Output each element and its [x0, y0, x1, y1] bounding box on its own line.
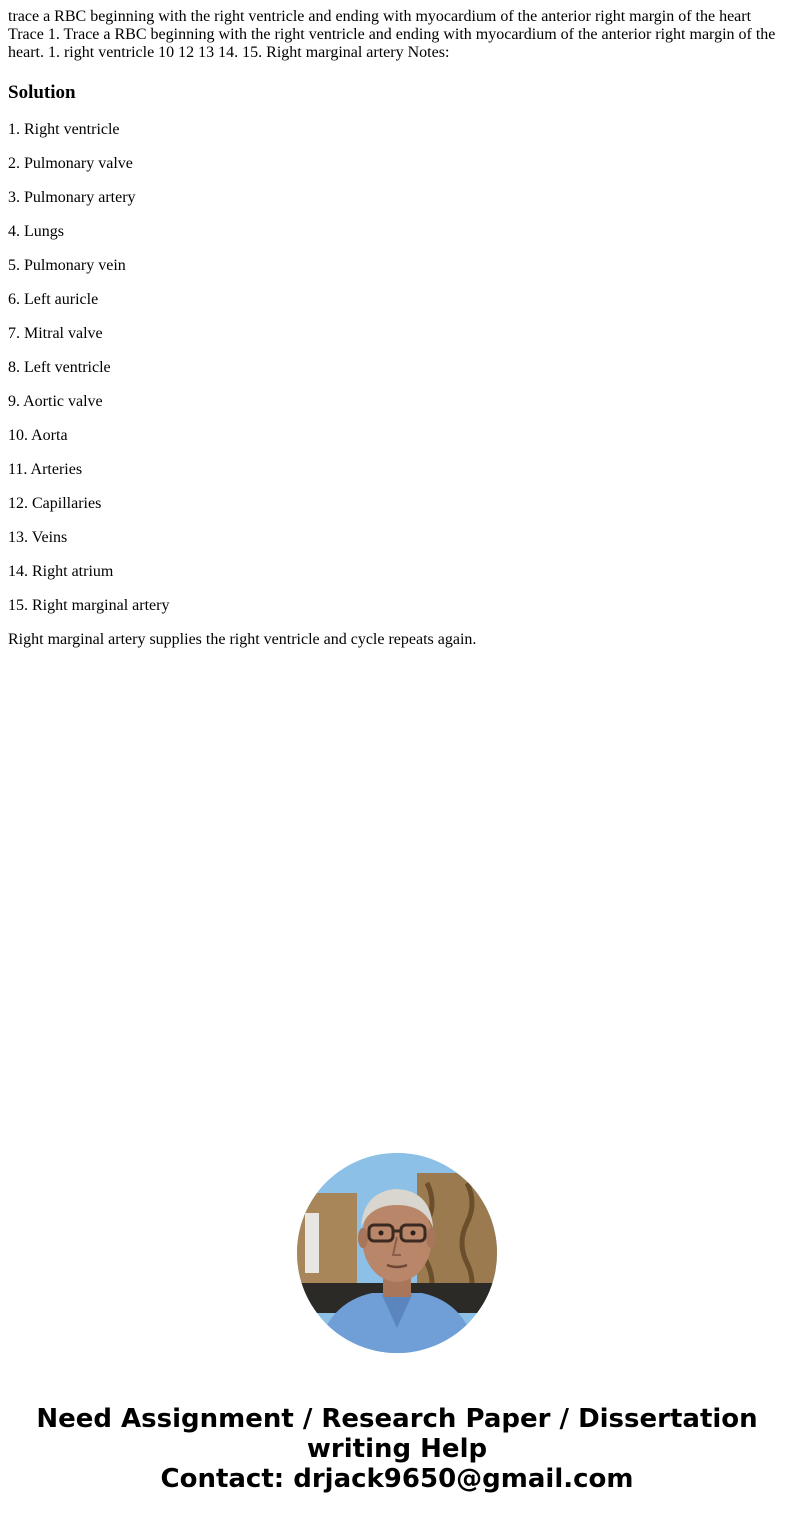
- person-portrait-icon: [297, 1153, 497, 1353]
- promo-contact: Contact: drjack9650@gmail.com: [160, 1464, 634, 1494]
- solution-heading: Solution: [8, 82, 76, 103]
- list-item: 1. Right ventricle: [8, 121, 120, 138]
- list-item: 12. Capillaries: [8, 495, 102, 512]
- document-body: [8, 8, 786, 665]
- promo-banner: [0, 1404, 794, 1494]
- question-text: trace a RBC beginning with the right ventricle and ending with myocardium of the anterior right margin of the heart Trace 1. Trace a RBC beginning with the right ventricle and ending with myocardium of the anterior right margin of the heart. 1. right ventricle 10 12 13 14. 15. Right marginal artery Notes:: [8, 8, 776, 61]
- list-item: 4. Lungs: [8, 223, 64, 240]
- list-item: 6. Left auricle: [8, 291, 99, 308]
- list-item: 2. Pulmonary valve: [8, 155, 133, 172]
- list-item: 3. Pulmonary artery: [8, 189, 136, 206]
- list-item: 9. Aortic valve: [8, 393, 103, 410]
- step-list: [8, 121, 786, 615]
- list-item: 14. Right atrium: [8, 563, 114, 580]
- list-item: 11. Arteries: [8, 461, 83, 478]
- list-item: 8. Left ventricle: [8, 359, 111, 376]
- avatar: [297, 1153, 497, 1353]
- list-item: 13. Veins: [8, 529, 68, 546]
- list-item: 5. Pulmonary vein: [8, 257, 126, 274]
- list-item: 10. Aorta: [8, 427, 68, 444]
- list-item: 15. Right marginal artery: [8, 597, 170, 614]
- closing-text: Right marginal artery supplies the right ventricle and cycle repeats again.: [8, 631, 477, 648]
- list-item: 7. Mitral valve: [8, 325, 103, 342]
- promo-headline: Need Assignment / Research Paper / Dissertation writing Help: [36, 1404, 758, 1464]
